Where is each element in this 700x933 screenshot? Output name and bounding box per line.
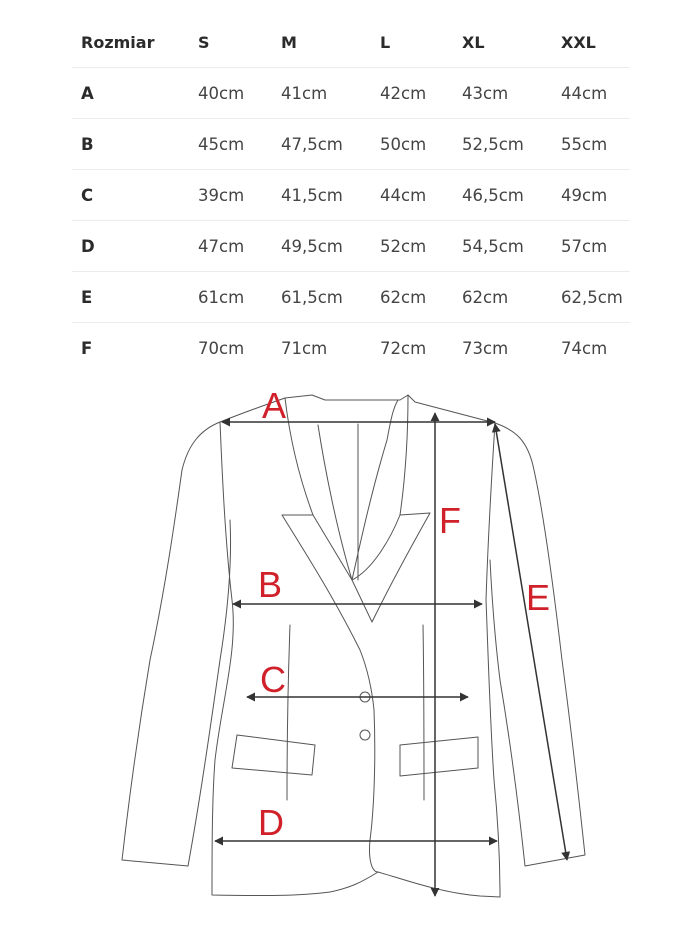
column-header: M xyxy=(281,17,380,68)
table-cell: 41,5cm xyxy=(281,170,380,221)
label-e: E xyxy=(526,577,551,618)
table-cell: 39cm xyxy=(198,170,281,221)
column-header: L xyxy=(380,17,462,68)
table-cell: 55cm xyxy=(561,119,630,170)
measure-line-e xyxy=(495,424,567,860)
table-cell: 50cm xyxy=(380,119,462,170)
size-chart-table xyxy=(72,17,630,373)
row-label: C xyxy=(72,170,198,221)
label-a: A xyxy=(262,385,287,426)
table-cell: 62,5cm xyxy=(561,272,630,323)
table-row xyxy=(72,68,630,119)
table-cell: 73cm xyxy=(462,338,509,358)
jacket-outline xyxy=(122,395,585,897)
table-cell: 61,5cm xyxy=(281,272,380,323)
table-cell: 47cm xyxy=(198,221,281,272)
row-label: D xyxy=(72,221,198,272)
column-header: XL xyxy=(462,17,561,68)
table-cell: 49,5cm xyxy=(281,221,380,272)
table-row xyxy=(72,170,630,221)
table-cell: 46,5cm xyxy=(462,170,561,221)
table-cell: 41cm xyxy=(281,68,380,119)
table-cell: 71cm xyxy=(281,338,328,358)
table-cell: 62cm xyxy=(462,272,561,323)
label-c: C xyxy=(260,659,286,700)
table-row xyxy=(72,221,630,272)
row-label: F xyxy=(81,338,93,358)
jacket-measurement-diagram xyxy=(0,370,700,933)
row-label: E xyxy=(72,272,198,323)
label-b: B xyxy=(258,564,283,605)
table-cell: 61cm xyxy=(198,272,281,323)
table-cell: 52cm xyxy=(380,221,462,272)
column-header: S xyxy=(198,17,281,68)
table-cell: 44cm xyxy=(380,170,462,221)
table-cell: 43cm xyxy=(462,68,561,119)
label-d: D xyxy=(258,802,284,843)
table-cell: 45cm xyxy=(198,119,281,170)
row-label: B xyxy=(72,119,198,170)
table-cell: 40cm xyxy=(198,68,281,119)
table-cell: 49cm xyxy=(561,170,630,221)
table-cell: 57cm xyxy=(561,221,630,272)
table-cell: 74cm xyxy=(561,338,608,358)
table-cell: 54,5cm xyxy=(462,221,561,272)
table-cell: 62cm xyxy=(380,272,462,323)
table-cell: 70cm xyxy=(198,338,245,358)
table-row xyxy=(72,323,630,374)
label-f: F xyxy=(439,500,461,541)
table-cell: 52,5cm xyxy=(462,119,561,170)
table-cell: 44cm xyxy=(561,68,630,119)
table-cell: 47,5cm xyxy=(281,119,380,170)
column-header: XXL xyxy=(561,17,630,68)
table-cell: 42cm xyxy=(380,68,462,119)
table-cell: 72cm xyxy=(380,338,427,358)
table-row xyxy=(72,119,630,170)
row-label: A xyxy=(72,68,198,119)
table-row xyxy=(72,272,630,323)
column-header: Rozmiar xyxy=(72,17,198,68)
table-header-row xyxy=(72,17,630,68)
